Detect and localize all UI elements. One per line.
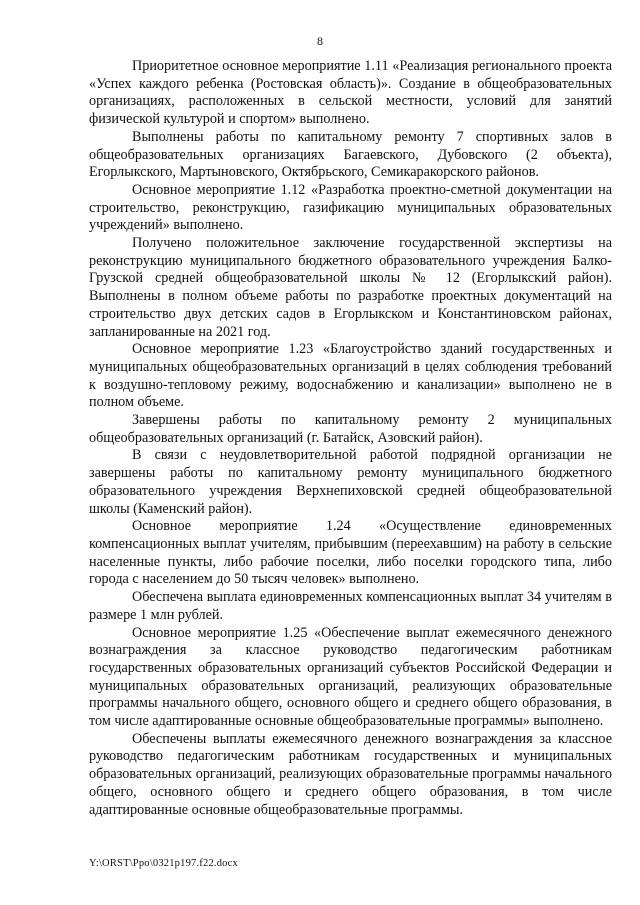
paragraph: Получено положительное заключение государственной экспертизы на реконструкцию муниципального бюджетного образовательного учреждения Балко-Грузской средней общеобразовательной школы № 12 (Егорлыкский район). Выполнены в полном объеме работы по разработке проектных документаций на строительство двух детских садов в Егорлыкском и Константиновском районах, запланированные на 2021 год. xyxy=(89,235,612,340)
paragraph: Приоритетное основное мероприятие 1.11 «Реализация регионального проекта «Успех каждого ребенка (Ростовская область)». Создание в общеобразовательных организациях, расположенных в сельской местности, условий для занятий физической культурой и спортом» выполнено. xyxy=(89,58,612,128)
file-path-footer: Y:\ORST\Ppo\0321p197.f22.docx xyxy=(89,858,238,869)
paragraph: Основное мероприятие 1.23 «Благоустройство зданий государственных и муниципальных общеобразовательных организаций в целях соблюдения требований к воздушно-тепловому режиму, водоснабжению и канализации» выполнено не в полном объеме. xyxy=(89,341,612,411)
paragraph: Обеспечена выплата единовременных компенсационных выплат 34 учителям в размере 1 млн рублей. xyxy=(89,589,612,623)
paragraph: Завершены работы по капитальному ремонту 2 муниципальных общеобразовательных организаций (г. Батайск, Азовский район). xyxy=(89,412,612,446)
paragraph: Выполнены работы по капитальному ремонту 7 спортивных залов в общеобразовательных организациях Багаевского, Дубовского (2 объекта), Егорлыкского, Мартыновского, Октябрьского, Семикаракорского районов. xyxy=(89,128,612,181)
paragraph: Основное мероприятие 1.24 «Осуществление единовременных компенсационных выплат учителям, прибывшим (переехавшим) на работу в сельские населенные пункты, либо рабочие поселки, либо поселки городского типа, либо города с населением до 50 тысяч человек» выполнено. xyxy=(89,518,612,588)
paragraph: Основное мероприятие 1.12 «Разработка проектно-сметной документации на строительство, реконструкцию, газификацию муниципальных образовательных учреждений» выполнено. xyxy=(89,181,612,234)
page-number: 8 xyxy=(317,34,323,48)
paragraph: Основное мероприятие 1.25 «Обеспечение выплат ежемесячного денежного вознаграждения за классное руководство педагогическим работникам государственных образовательных организаций субъектов Российской Федерации и муниципальных образовательных организаций, реализующих образовательные программы начального общего, основного общего и среднего общего образования, в том числе адаптированные основные общеобразовательные программы» выполнено. xyxy=(89,624,612,730)
paragraph: Обеспечены выплаты ежемесячного денежного вознаграждения за классное руководство педагогическим работникам государственных и муниципальных образовательных организаций, реализующих образовательные программы начального общего, основного общего и среднего общего образования, в том числе адаптированные основные общеобразовательные программы. xyxy=(89,730,612,818)
document-body xyxy=(89,58,612,819)
paragraph: В связи с неудовлетворительной работой подрядной организации не завершены работы по капитальному ремонту муниципального бюджетного образовательного учреждения Верхнепиховской средней общеобразовательной школы (Каменский район). xyxy=(89,447,612,517)
